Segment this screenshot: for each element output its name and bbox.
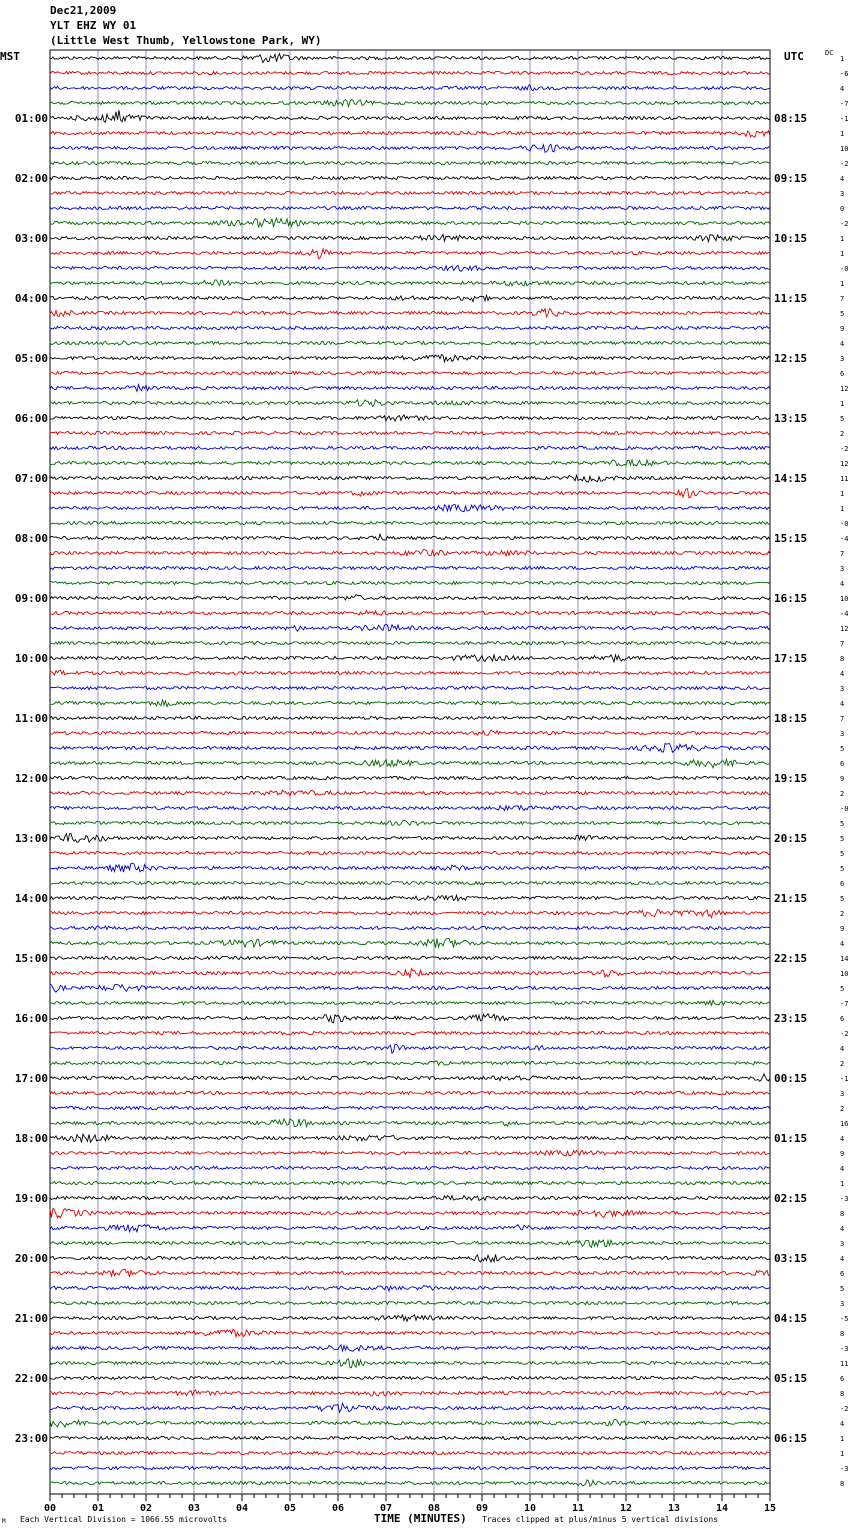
x-tick-label: 01 [91, 1503, 105, 1514]
seismic-trace [50, 1403, 770, 1412]
dc-offset-label: 5 [840, 415, 845, 423]
dc-offset-label: 5 [840, 310, 845, 318]
seismic-trace [50, 1301, 770, 1304]
seismic-trace [50, 1345, 770, 1351]
utc-hour-label: 02:15 [774, 1192, 808, 1205]
dc-offset-label: 6 [840, 760, 845, 768]
dc-offset-label: 4 [840, 700, 845, 708]
dc-offset-label: -0 [840, 520, 849, 528]
x-tick-label: 13 [667, 1503, 681, 1514]
dc-offset-label: -1 [840, 115, 849, 123]
seismic-trace [50, 1181, 770, 1184]
seismic-trace [50, 699, 770, 706]
seismic-trace [50, 686, 770, 689]
seismic-trace [50, 790, 770, 796]
utc-hour-label: 12:15 [774, 352, 808, 365]
dc-offset-label: -6 [840, 70, 849, 78]
dc-column-label: DC [825, 49, 834, 57]
dc-offset-label: 1 [840, 1180, 845, 1188]
seismic-trace [50, 206, 770, 209]
dc-offset-label: 4 [840, 1135, 845, 1143]
dc-offset-label: -0 [840, 265, 849, 273]
utc-hour-label: 13:15 [774, 412, 808, 425]
seismic-trace [50, 1061, 770, 1065]
dc-offset-label: 9 [840, 925, 845, 933]
utc-hour-label: 18:15 [774, 712, 808, 725]
seismic-trace [50, 54, 770, 63]
mst-hour-label: 12:00 [14, 772, 48, 785]
seismic-trace [50, 385, 770, 392]
mst-hour-label: 03:00 [14, 232, 48, 245]
x-tick-label: 03 [187, 1503, 201, 1514]
dc-offset-label: 11 [840, 475, 849, 483]
mst-hour-label: 23:00 [14, 1432, 48, 1445]
seismic-trace [50, 295, 770, 301]
mst-hour-label: 01:00 [14, 112, 48, 125]
dc-offset-label: 2 [840, 1060, 845, 1068]
dc-offset-label: 10 [840, 145, 849, 153]
dc-offset-label: 5 [840, 745, 845, 753]
dc-offset-label: 7 [840, 640, 845, 648]
dc-offset-label: 1 [840, 55, 845, 63]
x-axis-label: TIME (MINUTES) [374, 1512, 467, 1525]
seismic-trace [50, 431, 770, 434]
dc-offset-label: 14 [840, 955, 849, 963]
dc-offset-label: 8 [840, 1480, 845, 1488]
dc-offset-label: 3 [840, 355, 845, 363]
seismic-trace [50, 1451, 770, 1454]
utc-hour-label: 20:15 [774, 832, 808, 845]
seismic-trace [50, 191, 770, 194]
location-label: (Little West Thumb, Yellowstone Park, WY) [50, 34, 322, 47]
utc-hour-label: 11:15 [774, 292, 808, 305]
dc-offset-label: 8 [840, 1390, 845, 1398]
seismic-trace [50, 1269, 770, 1277]
dc-offset-label: 8 [840, 655, 845, 663]
mst-hour-label: 10:00 [14, 652, 48, 665]
seismic-trace [50, 863, 770, 872]
dc-offset-label: -2 [840, 220, 849, 228]
seismic-trace [50, 354, 770, 361]
mst-hour-label: 19:00 [14, 1192, 48, 1205]
seismic-trace [50, 1255, 770, 1263]
x-tick-label: 14 [715, 1503, 729, 1514]
mst-hour-label: 11:00 [14, 712, 48, 725]
x-tick-label: 12 [619, 1503, 633, 1514]
seismic-trace [50, 1044, 770, 1053]
dc-offset-label: 1 [840, 1435, 845, 1443]
seismic-trace [50, 566, 770, 569]
mst-hour-label: 08:00 [14, 532, 48, 545]
dc-offset-label: 3 [840, 1090, 845, 1098]
seismic-trace [50, 415, 770, 421]
seismic-trace [50, 326, 770, 329]
seismic-trace [50, 1419, 770, 1427]
right-timezone-label: UTC [784, 50, 804, 63]
dc-offset-label: 4 [840, 580, 845, 588]
mst-hour-label: 15:00 [14, 952, 48, 965]
seismic-trace [50, 549, 770, 556]
dc-offset-label: 4 [840, 1045, 845, 1053]
dc-offset-label: 6 [840, 1270, 845, 1278]
dc-offset-label: -4 [840, 610, 849, 618]
seismic-trace [50, 1359, 770, 1368]
seismic-trace [50, 475, 770, 482]
seismic-trace [50, 730, 770, 735]
utc-hour-label: 04:15 [774, 1312, 808, 1325]
seismic-trace [50, 131, 770, 137]
seismic-trace [50, 1225, 770, 1232]
seismic-trace [50, 744, 770, 753]
seismic-trace [50, 249, 770, 259]
x-tick-label: 07 [379, 1503, 393, 1514]
dc-offset-label: 4 [840, 1165, 845, 1173]
dc-offset-label: 5 [840, 1285, 845, 1293]
x-tick-label: 05 [283, 1503, 297, 1514]
seismic-trace [50, 851, 770, 854]
utc-hour-label: 03:15 [774, 1252, 808, 1265]
dc-offset-label: 11 [840, 1360, 849, 1368]
dc-offset-label: -1 [840, 1075, 849, 1083]
seismic-trace [50, 641, 770, 644]
dc-offset-label: 7 [840, 295, 845, 303]
dc-offset-label: 1 [840, 130, 845, 138]
mst-hour-label: 02:00 [14, 172, 48, 185]
seismic-trace [50, 110, 770, 122]
dc-offset-label: 3 [840, 565, 845, 573]
seismic-trace [50, 1000, 770, 1005]
left-timezone-label: MST [0, 50, 20, 63]
seismic-trace [50, 521, 770, 524]
dc-offset-label: -3 [840, 1465, 849, 1473]
mst-hour-label: 09:00 [14, 592, 48, 605]
x-tick-label: 00 [43, 1503, 57, 1514]
dc-offset-label: 4 [840, 1420, 845, 1428]
dc-offset-label: 5 [840, 895, 845, 903]
dc-offset-label: -3 [840, 1195, 849, 1203]
seismic-trace [50, 834, 770, 843]
seismic-trace [50, 595, 770, 600]
seismic-trace [50, 505, 770, 512]
seismic-trace [50, 161, 770, 164]
seismic-trace [50, 1286, 770, 1291]
seismic-trace [50, 624, 770, 631]
mst-hour-label: 13:00 [14, 832, 48, 845]
dc-offset-label: -2 [840, 1030, 849, 1038]
x-tick-label: 15 [763, 1503, 777, 1514]
clip-note: Traces clipped at plus/minus 5 vertical divisions [482, 1515, 719, 1524]
dc-offset-label: 2 [840, 430, 845, 438]
seismic-trace [50, 956, 770, 959]
seismic-trace [50, 1134, 770, 1142]
utc-hour-label: 00:15 [774, 1072, 808, 1085]
seismic-trace [50, 1150, 770, 1156]
dc-offset-label: -7 [840, 100, 849, 108]
seismic-trace [50, 1480, 770, 1486]
seismic-trace [50, 984, 770, 992]
seismic-trace [50, 1119, 770, 1127]
seismic-trace [50, 969, 770, 978]
x-tick-label: 02 [139, 1503, 153, 1514]
dc-offset-label: 5 [840, 850, 845, 858]
seismic-trace [50, 280, 770, 286]
dc-offset-label: 5 [840, 985, 845, 993]
seismic-trace [50, 265, 770, 271]
seismic-trace [50, 1208, 770, 1217]
dc-offset-label: -2 [840, 1405, 849, 1413]
seismic-trace [50, 1031, 770, 1034]
utc-hour-label: 23:15 [774, 1012, 808, 1025]
seismic-trace [50, 534, 770, 540]
seismic-trace [50, 805, 770, 810]
dc-offset-label: -5 [840, 1315, 849, 1323]
mst-hour-label: 22:00 [14, 1372, 48, 1385]
seismic-trace [50, 1329, 770, 1337]
utc-hour-label: 05:15 [774, 1372, 808, 1385]
seismic-trace [50, 1014, 770, 1023]
station-label: YLT EHZ WY 01 [50, 19, 137, 32]
seismic-trace [50, 611, 770, 616]
seismic-trace [50, 581, 770, 584]
seismic-trace [50, 1466, 770, 1469]
mst-hour-label: 21:00 [14, 1312, 48, 1325]
x-tick-label: 04 [235, 1503, 249, 1514]
mst-hour-label: 05:00 [14, 352, 48, 365]
utc-hour-label: 14:15 [774, 472, 808, 485]
dc-offset-label: 7 [840, 550, 845, 558]
dc-offset-label: 1 [840, 1450, 845, 1458]
seismic-trace [50, 938, 770, 947]
dc-offset-label: -4 [840, 535, 849, 543]
dc-offset-label: 10 [840, 595, 849, 603]
utc-hour-label: 08:15 [774, 112, 808, 125]
dc-offset-label: 2 [840, 790, 845, 798]
utc-hour-label: 09:15 [774, 172, 808, 185]
mst-hour-label: 14:00 [14, 892, 48, 905]
dc-offset-label: 1 [840, 505, 845, 513]
dc-offset-label: 6 [840, 1375, 845, 1383]
seismic-trace [50, 400, 770, 407]
seismic-trace [50, 655, 770, 662]
seismic-trace [50, 144, 770, 152]
dc-offset-label: 1 [840, 235, 845, 243]
x-tick-label: 06 [331, 1503, 345, 1514]
dc-offset-label: 10 [840, 970, 849, 978]
dc-offset-label: 8 [840, 1330, 845, 1338]
dc-offset-label: 2 [840, 910, 845, 918]
dc-offset-label: 8 [840, 1210, 845, 1218]
utc-hour-label: 19:15 [774, 772, 808, 785]
utc-hour-label: 06:15 [774, 1432, 808, 1445]
corner-mark: M [2, 1518, 6, 1525]
seismic-trace [50, 1436, 770, 1439]
seismic-trace [50, 489, 770, 498]
seismic-trace [50, 881, 770, 884]
dc-offset-label: 4 [840, 340, 845, 348]
seismic-trace [50, 910, 770, 918]
dc-offset-label: 3 [840, 190, 845, 198]
dc-offset-label: 1 [840, 490, 845, 498]
seismic-trace [50, 1376, 770, 1379]
seismic-trace [50, 218, 770, 228]
seismic-trace [50, 234, 770, 241]
seismic-trace [50, 1240, 770, 1247]
dc-offset-label: 3 [840, 730, 845, 738]
seismic-trace [50, 309, 770, 317]
mst-hour-label: 04:00 [14, 292, 48, 305]
dc-offset-label: 12 [840, 460, 849, 468]
scale-note: Each Vertical Division = 1066.55 microvolts [20, 1515, 228, 1524]
dc-offset-label: 9 [840, 1150, 845, 1158]
seismic-trace [50, 926, 770, 930]
dc-offset-label: 12 [840, 385, 849, 393]
dc-offset-label: 6 [840, 370, 845, 378]
dc-offset-label: 9 [840, 775, 845, 783]
dc-offset-label: -0 [840, 805, 849, 813]
seismic-trace [50, 716, 770, 719]
mst-hour-label: 20:00 [14, 1252, 48, 1265]
utc-hour-label: 15:15 [774, 532, 808, 545]
seismic-trace [50, 1196, 770, 1201]
dc-offset-label: 5 [840, 865, 845, 873]
dc-offset-label: 1 [840, 250, 845, 258]
seismic-trace [50, 820, 770, 825]
seismic-trace [50, 1106, 770, 1109]
x-tick-label: 11 [571, 1503, 585, 1514]
dc-offset-label: 5 [840, 835, 845, 843]
seismic-trace [50, 341, 770, 345]
seismic-trace [50, 759, 770, 768]
seismic-trace [50, 176, 770, 179]
dc-offset-label: -3 [840, 1345, 849, 1353]
seismic-trace [50, 71, 770, 74]
seismic-trace [50, 85, 770, 91]
dc-offset-label: 0 [840, 205, 845, 213]
utc-hour-label: 16:15 [774, 592, 808, 605]
dc-offset-label: -2 [840, 445, 849, 453]
seismic-trace [50, 371, 770, 374]
seismic-trace [50, 1074, 770, 1081]
mst-hour-label: 17:00 [14, 1072, 48, 1085]
dc-offset-label: 4 [840, 940, 845, 948]
dc-offset-label: 3 [840, 1240, 845, 1248]
dc-offset-label: 5 [840, 820, 845, 828]
x-tick-label: 10 [523, 1503, 537, 1514]
dc-offset-label: 4 [840, 175, 845, 183]
utc-hour-label: 22:15 [774, 952, 808, 965]
seismic-trace [50, 776, 770, 779]
dc-offset-label: 4 [840, 1225, 845, 1233]
dc-offset-label: 4 [840, 85, 845, 93]
utc-hour-label: 21:15 [774, 892, 808, 905]
mst-hour-label: 06:00 [14, 412, 48, 425]
seismic-trace [50, 1315, 770, 1321]
seismic-trace [50, 99, 770, 106]
dc-offset-label: -2 [840, 160, 849, 168]
date-label: Dec21,2009 [50, 4, 117, 17]
dc-offset-label: 12 [840, 625, 849, 633]
seismic-trace [50, 1091, 770, 1094]
seismic-trace [50, 446, 770, 449]
mst-hour-label: 07:00 [14, 472, 48, 485]
seismic-trace [50, 895, 770, 901]
x-tick-label: 09 [475, 1503, 489, 1514]
utc-hour-label: 10:15 [774, 232, 808, 245]
seismic-trace [50, 459, 770, 466]
seismic-trace [50, 670, 770, 675]
mst-hour-label: 18:00 [14, 1132, 48, 1145]
utc-hour-label: 17:15 [774, 652, 808, 665]
dc-offset-label: 3 [840, 685, 845, 693]
utc-hour-label: 01:15 [774, 1132, 808, 1145]
x-tick-label: 08 [427, 1503, 441, 1514]
dc-offset-label: 2 [840, 1105, 845, 1113]
dc-offset-label: 6 [840, 880, 845, 888]
dc-offset-label: 3 [840, 1300, 845, 1308]
mst-hour-label: 16:00 [14, 1012, 48, 1025]
dc-offset-label: 1 [840, 400, 845, 408]
dc-offset-label: 9 [840, 325, 845, 333]
seismic-trace [50, 1390, 770, 1396]
dc-offset-label: 1 [840, 280, 845, 288]
dc-offset-label: 16 [840, 1120, 849, 1128]
dc-offset-label: 4 [840, 670, 845, 678]
dc-offset-label: 4 [840, 1255, 845, 1263]
dc-offset-label: -7 [840, 1000, 849, 1008]
dc-offset-label: 7 [840, 715, 845, 723]
dc-offset-label: 6 [840, 1015, 845, 1023]
seismic-trace [50, 1166, 770, 1169]
